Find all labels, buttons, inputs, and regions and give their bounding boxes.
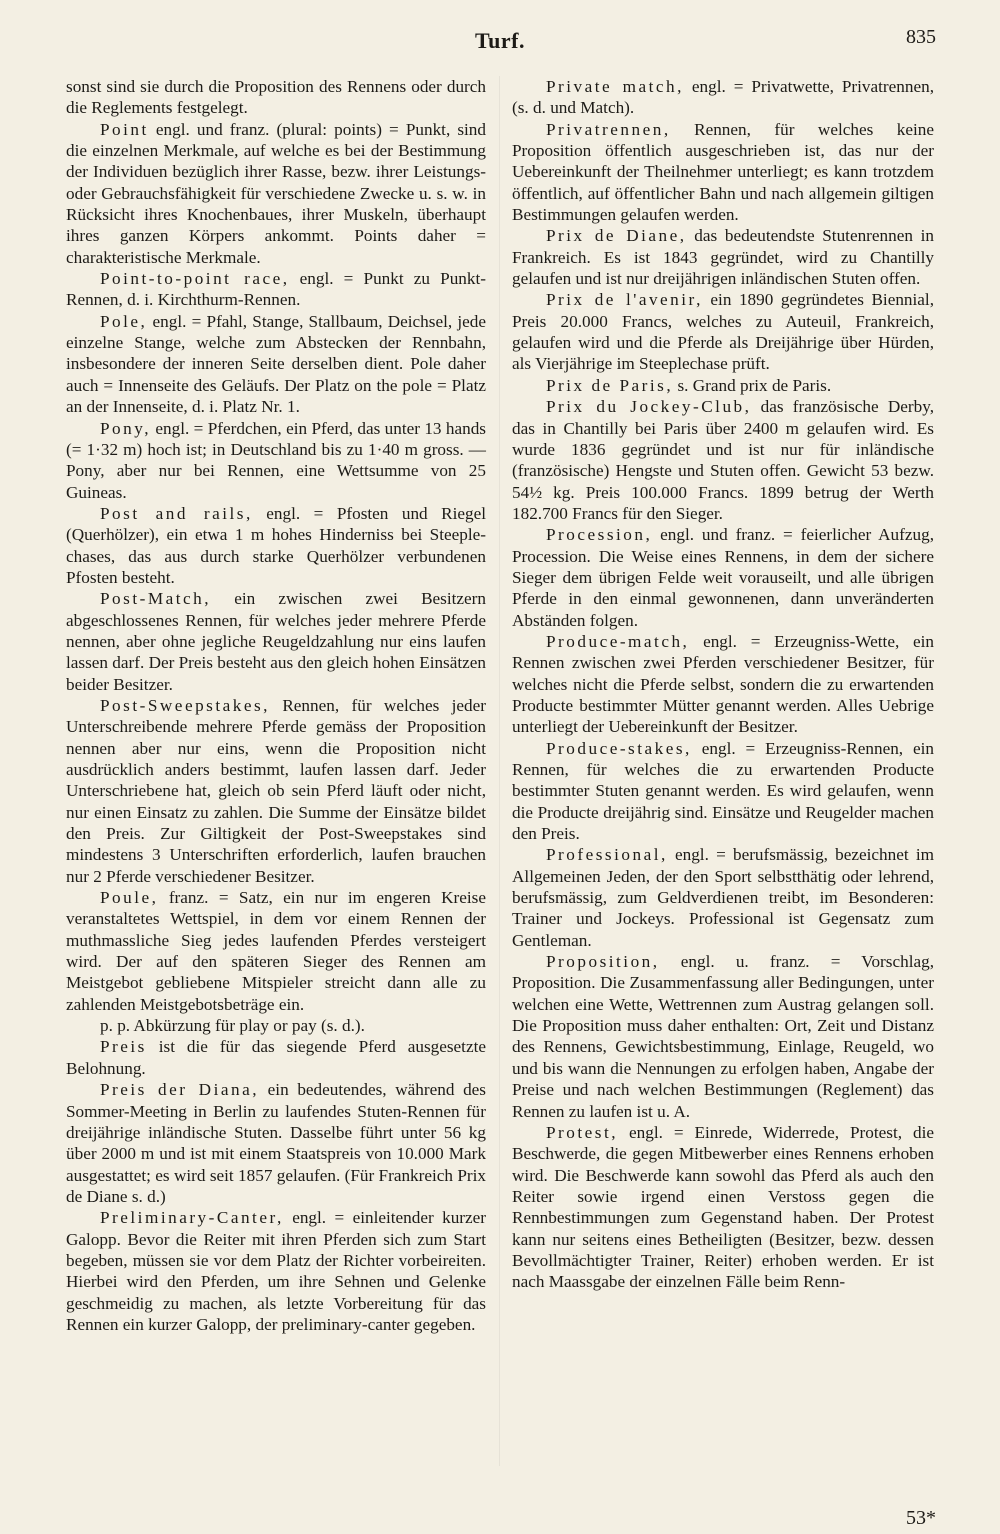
dictionary-entry xyxy=(66,695,486,887)
entry-definition: engl. = Einrede, Widerrede, Protest, die Beschwerde, die gegen Mitbewerber eines Rennens erhoben wird. Die Beschwerde kann sowohl das Pferd als auch den Reiter sowie irgend einen Verstoss gegen die Rennbestimmungen zum Gegenstand haben. Der Protest kann nur seitens eines Betheiligten (Besitzer, bezw. dessen Bevollmächtigter Trainer, Reiter) erhoben werden. Er ist nach Maassgabe der einzelnen Fälle beim Renn- xyxy=(512,1122,934,1292)
dictionary-entry xyxy=(66,268,486,311)
dictionary-entry xyxy=(66,418,486,503)
entry-term: Professional, xyxy=(546,845,668,865)
dictionary-entry xyxy=(66,887,486,1015)
entry-definition: engl. u. franz. = Vorschlag, Proposition. Die Zusammenfassung aller Bedingungen, unter welchen eine Wette, Wettrennen zum Austrag gelangen soll. Die Proposition muss daher enthalten: Ort, Zeit und Distanz des Rennens, Gewichtsbestimmung, Einlage, Reugeld, wo und bis wann die Nennungen zu erfolgen haben, Angabe der Preise und nach welchen Bestimmungen (Reglement) das Rennen zu laufen ist u. A. xyxy=(512,952,934,1121)
left-column xyxy=(66,76,486,1335)
dictionary-entry xyxy=(512,844,934,951)
dictionary-entry xyxy=(512,951,934,1122)
entry-term: Pole, xyxy=(100,311,148,331)
dictionary-entry xyxy=(66,1079,486,1207)
entry-definition: s. Grand prix de Paris. xyxy=(673,375,832,395)
continued-paragraph xyxy=(66,76,486,119)
entry-definition: engl. = Punkt zu Punkt-Rennen, d. i. Kirchthurm-Rennen. xyxy=(66,269,486,310)
entry-term: Post-Match, xyxy=(100,589,212,609)
entry-definition: ein bedeutendes, während des Sommer-Meeting in Berlin zu laufendes Stuten-Rennen für dreijährige inländische Stuten. Dasselbe führt unter 56 kg über 2000 m und ist mit einem Staatspreis von 10.000 Mark ausgestattet; es wird seit 1857 gelaufen. (Für Frankreich Prix de Diane s. d.) xyxy=(66,1080,486,1206)
entry-term: Produce-match, xyxy=(546,631,690,651)
entry-term: Post-Sweepstakes, xyxy=(100,695,270,715)
dictionary-entry xyxy=(512,76,934,119)
dictionary-entry xyxy=(512,631,934,738)
entry-definition: engl. = Pferdchen, ein Pferd, das unter 13 hands (= 1·32 m) hoch ist; in Deutschland bis zu 1·40 m gross. — Pony, aber nur bei Rennen, eine Wettsumme von 25 Guineas. xyxy=(66,418,486,502)
entry-term: Prix de Paris, xyxy=(546,375,674,395)
dictionary-entry xyxy=(512,738,934,845)
dictionary-entry xyxy=(512,289,934,374)
entry-definition: ein 1890 gegründetes Biennial, Preis 20.000 Francs, welches zu Auteuil, Frankreich, gelaufen wird und die Pferde als Dreijährige über Hürden, als Vierjährige im Steeplechase prüft. xyxy=(512,290,934,374)
entry-definition: engl. und franz. = feierlicher Aufzug, Procession. Die Weise eines Rennens, in dem der sichere Sieger dem übrigen Felde weit vorauseilt, und alle übrigen Pferde in den einmal gewonnenen, dann unveränderten Abständen folgen. xyxy=(512,525,934,630)
dictionary-entry xyxy=(66,1015,486,1036)
entry-term: Point-to-point race, xyxy=(100,269,290,289)
dictionary-entry xyxy=(512,1122,934,1293)
printer-signature: 53* xyxy=(906,1507,936,1529)
page-number: 835 xyxy=(906,26,936,48)
entry-term: Poule, xyxy=(100,888,159,908)
dictionary-entry xyxy=(66,503,486,588)
entry-term: Post and rails, xyxy=(100,503,253,523)
entry-term: Produce-stakes, xyxy=(546,738,692,758)
entry-definition: Rennen, für welches keine Proposition öffentlich ausgeschrieben ist, das nur der Uebereinkunft der Theilnehmer unterliegt; es kann trotzdem öffentlich, auf öffentlicher Bahn und nach allgemein giltigen Bestimmungen gelaufen werden. xyxy=(512,119,934,225)
entry-definition: das französische Derby, das in Chantilly bei Paris über 2400 m gelaufen wird. Es wurde 1836 gegründet und ist nur für inländische (französische) Hengste und Stuten offen. Gewicht 53 bezw. 54½ kg. Preis 100.000 Francs. 1899 betrug der Werth 182.700 Francs für den Sieger. xyxy=(512,397,934,523)
entry-term: Point xyxy=(100,119,149,139)
entry-definition: ist die für das siegende Pferd ausgesetzte Belohnung. xyxy=(66,1037,486,1078)
entry-definition: engl. = berufsmässig, bezeichnet im Allgemeinen Jeden, der den Sport selbstthätig oder lehrend, berufsmässig, zum Geldverdienen treibt, im Besonderen: Trainer und Jockeys. Professional ist Gegensatz zum Gentleman. xyxy=(512,845,934,950)
entry-definition: Rennen, für welches jeder Unterschreibende mehrere Pferde gemäss der Proposition nennen aber nur eins, wenn die Proposition nicht ausdrücklich anders bestimmt, laufen lassen darf. Jeder Unterschriebene hat, gleich ob sein Pferd läuft oder nicht, nur einen Einsatz zu zahlen. Die Summe der Einsätze bildet den Preis. Zur Giltigkeit der Post-Sweepstakes sind mindestens 3 Unterschriften erforderlich, laufen brauchen nur 2 Pferde verschiedener Besitzer. xyxy=(66,695,486,886)
dictionary-entry xyxy=(512,119,934,226)
dictionary-entry xyxy=(512,375,934,396)
entry-definition: engl. = Privatwette, Privatrennen, (s. d. und Match). xyxy=(512,77,934,118)
entry-term: Proposition, xyxy=(546,952,660,972)
entry-term: Procession, xyxy=(546,525,653,545)
running-title: Turf. xyxy=(475,28,525,53)
entry-term: Private match, xyxy=(546,77,684,96)
dictionary-entry xyxy=(66,311,486,418)
dictionary-entry xyxy=(66,1207,486,1335)
entry-term: Prix de l'avenir, xyxy=(546,290,703,310)
entry-definition: ein zwischen zwei Besitzern abgeschlossenes Rennen, für welches jeder mehrere Pferde nennen, aber ohne jegliche Reugeldzahlung nur eins laufen lassen darf. Der Preis besteht aus den gleich hohen Einsätzen beider Besitzer. xyxy=(66,589,487,694)
dictionary-entry xyxy=(512,225,934,289)
column-gutter xyxy=(499,76,500,1466)
entry-term: Preis der Diana, xyxy=(100,1080,259,1100)
dictionary-entry xyxy=(66,1036,486,1079)
entry-definition: engl. = Erzeugniss-Rennen, ein Rennen, für welches die zu erwartenden Producte bestimmter Stuten genannt werden. Es wird gelaufen, wenn die Producte dreijährig sind. Einsätze und Reugelder machen den Preis. xyxy=(512,738,934,844)
dictionary-entry xyxy=(512,396,934,524)
entry-definition: p. p. Abkürzung für play or pay (s. d.). xyxy=(100,1016,365,1036)
entry-definition: engl. und franz. (plural: points) = Punkt, sind die einzelnen Merkmale, auf welche es bei der Bestimmung der Individuen bezüglich ihrer Rasse, bezw. ihrer Leistungs- oder Gebrauchsfähigkeit für verschiedene Zwecke u. s. w. in Rücksicht ihres Knochenbaues, ihrer Muskeln, überhaupt ihres ganzen Körpers ankommt. Points daher = charakteristische Merkmale. xyxy=(66,119,486,267)
entry-definition: das bedeutendste Stutenrennen in Frankreich. Es ist 1843 gegründet, wird zu Chantilly gelaufen und ist nur dreijährigen inländischen Stuten offen. xyxy=(512,226,934,289)
entry-term: Protest, xyxy=(546,1122,619,1142)
entry-definition: engl. = Erzeugniss-Wette, ein Rennen zwischen zwei Pferden verschiedener Besitzer, für welches nicht die Pferde selbst, sondern die zu erwartenden Producte bestimmter Mütter genannt werden. Alles Uebrige unterliegt der Uebereinkunft der Besitzer. xyxy=(512,631,934,737)
entry-term: Preliminary-Canter, xyxy=(100,1208,284,1228)
entry-term: Preis xyxy=(100,1037,147,1057)
dictionary-entry xyxy=(66,588,486,695)
entry-term: Privatrennen, xyxy=(546,119,671,139)
dictionary-entry xyxy=(66,119,486,268)
entry-definition: engl. = einleitender kurzer Galopp. Bevor die Reiter mit ihren Pferden sich zum Start begeben, müssen sie vor dem Platz der Richter vorbeireiten. Hierbei wird den Pferden, um ihre Sehnen und Gelenke geschmeidig zu machen, als letzte Vorbereitung für das Rennen ein kurzer Galopp, der preliminary-canter gegeben. xyxy=(66,1208,486,1334)
entry-term: Pony, xyxy=(100,418,152,438)
entry-definition: franz. = Satz, ein nur im engeren Kreise veranstaltetes Wettspiel, in dem vor einem Rennen der muthmassliche Sieg jedes laufenden Pferdes versteigert wird. Der auf den späteren Sieger des Rennen am Meistgebot gebliebene Mitspieler streicht dann alle zu zahlenden Meistgebotsbeträge ein. xyxy=(66,888,486,1014)
entry-definition: sonst sind sie durch die Proposition des Rennens oder durch die Reglements festgelegt. xyxy=(66,77,486,118)
entry-term: Prix du Jockey-Club, xyxy=(546,397,752,417)
right-column xyxy=(512,76,934,1293)
dictionary-entry xyxy=(512,524,934,631)
entry-definition: engl. = Pfahl, Stange, Stallbaum, Deichsel, jede einzelne Stange, welche zum Abstecken der Rennbahn, insbesondere der inneren Seite derselben dient. Pole daher auch = Innenseite des Geläufs. Der Platz on the pole = Platz an der Innenseite, d. i. Platz Nr. 1. xyxy=(66,311,486,417)
entry-term: Prix de Diane, xyxy=(546,226,687,246)
entry-definition: engl. = Pfosten und Riegel (Querhölzer), ein etwa 1 m hohes Hinderniss bei Steeple-chases, das aus durch starke Querhölzer verbundenen Pfosten besteht. xyxy=(66,503,486,587)
